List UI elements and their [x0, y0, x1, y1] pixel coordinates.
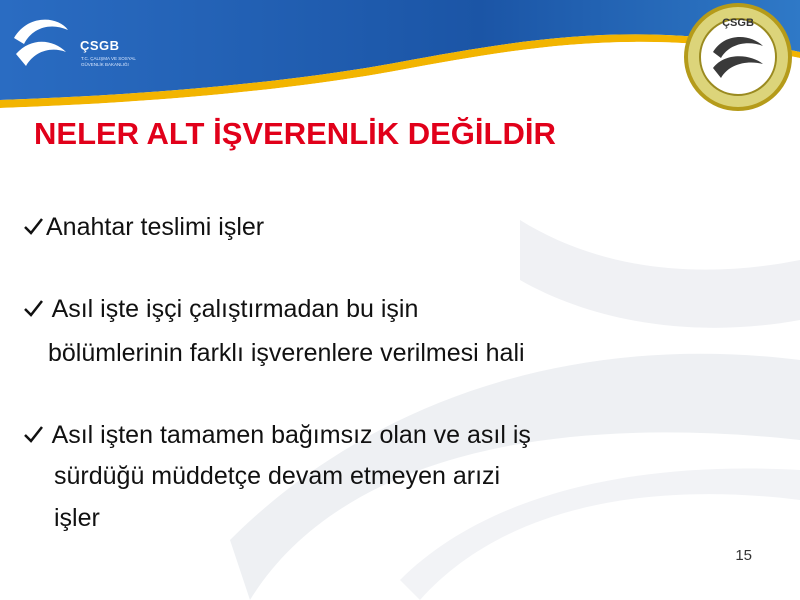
seal-top-text: ÇSGB [722, 17, 754, 29]
check-icon [22, 297, 44, 319]
list-item-continuation: sürdüğü müddetçe devam etmeyen arızi [54, 462, 501, 490]
seal-icon [681, 2, 795, 112]
page-number: 15 [735, 547, 752, 564]
list-item [22, 294, 418, 324]
slide-title: NELER ALT İŞVERENLİK DEĞİLDİR [34, 116, 556, 151]
list-item [22, 420, 531, 450]
ministry-name: T.C. ÇALIŞMA VE SOSYAL GÜVENLİK BAKANLIĞI [81, 56, 136, 67]
list-item-text: Asıl işten tamamen bağımsız olan ve asıl iş [46, 421, 531, 449]
logo-icon [6, 8, 146, 78]
list-item-text: Anahtar teslimi işler [46, 213, 265, 241]
list-item-text: Asıl işte işçi çalıştırmadan bu işin [46, 295, 419, 323]
check-icon [22, 423, 44, 445]
list-item-continuation: bölümlerinin farklı işverenlere verilmesi hali [48, 339, 525, 367]
check-icon [22, 215, 44, 237]
list-item [22, 212, 264, 242]
header-band [0, 0, 800, 110]
list-item-continuation: işler [54, 504, 100, 532]
brand-name: ÇSGB [80, 38, 120, 53]
